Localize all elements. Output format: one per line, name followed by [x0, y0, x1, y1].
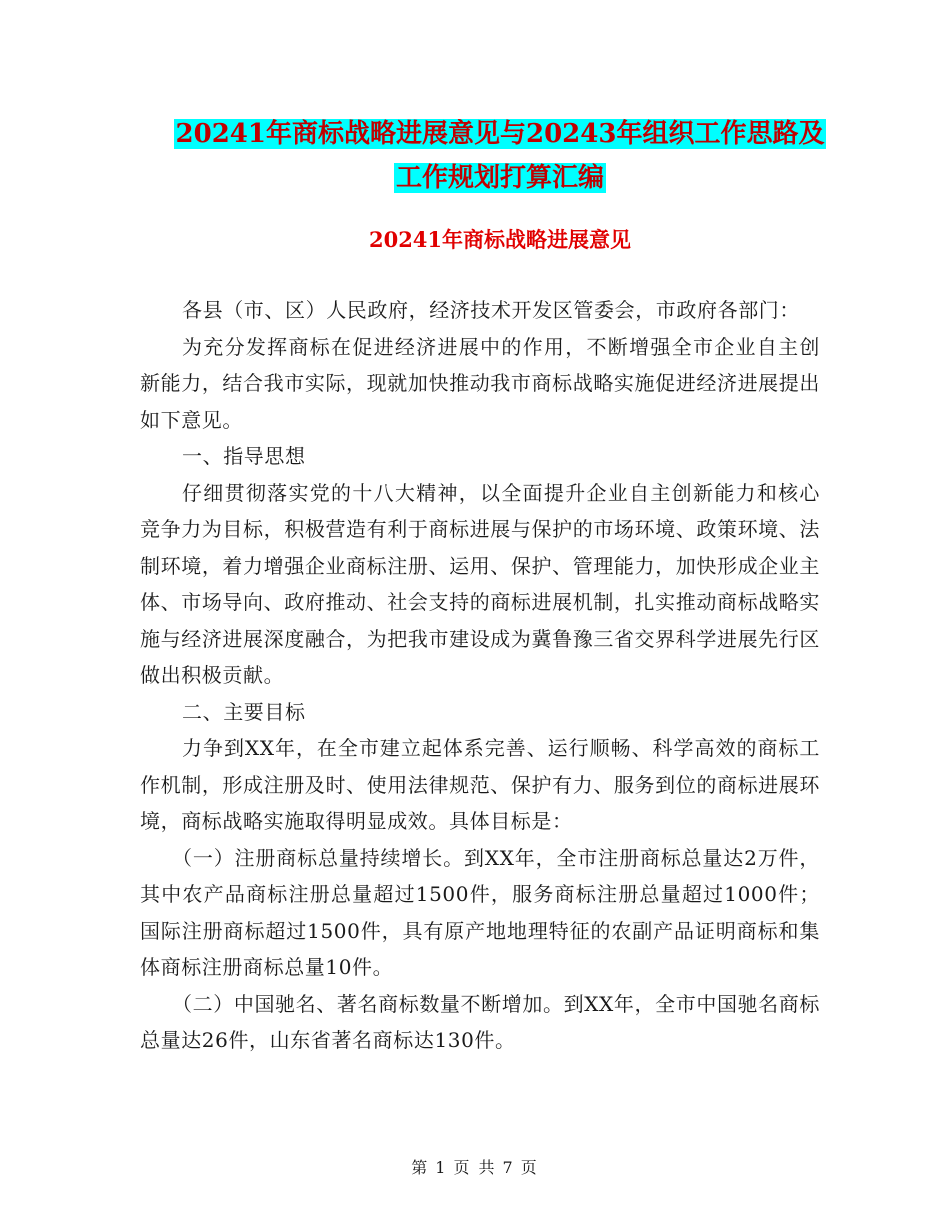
paragraph-intro: 为充分发挥商标在促进经济进展中的作用，不断增强全市企业自主创新能力，结合我市实际，现就加快推动我市商标战略实施促进经济进展提出如下意见。 [140, 334, 820, 432]
document-body [140, 292, 820, 1059]
heading-guiding-ideology: 一、指导思想 [182, 444, 306, 468]
page-footer [0, 1155, 950, 1178]
footer-prefix: 第 [411, 1158, 430, 1177]
section-title: 20241年商标战略进展意见 [368, 227, 632, 252]
footer-suffix: 页 [520, 1158, 539, 1177]
paragraph-goal-2: （二）中国驰名、著名商标数量不断增加。到XX年，全市中国驰名商标总量达26件，山东省著名商标达130件。 [140, 991, 820, 1052]
footer-middle: 页 共 [453, 1158, 497, 1177]
paragraph-guiding-ideology: 仔细贯彻落实党的十八大精神，以全面提升企业自主创新能力和核心竞争力为目标，积极营造有利于商标进展与保护的市场环境、政策环境、法制环境，着力增强企业商标注册、运用、保护、管理能力，加快形成企业主体、市场导向、政府推动、社会支持的商标进展机制，扎实推动商标战略实施与经济进展深度融合，为把我市建设成为冀鲁豫三省交界科学进展先行区做出积极贡献。 [140, 480, 820, 687]
paragraph-salutation: 各县（市、区）人民政府，经济技术开发区管委会，市政府各部门： [182, 298, 800, 322]
title-line-1: 20241年商标战略进展意见与20243年组织工作思路及 [175, 119, 825, 149]
paragraph-main-goals: 力争到XX年，在全市建立起体系完善、运行顺畅、科学高效的商标工作机制，形成注册及时、使用法律规范、保护有力、服务到位的商标进展环境，商标战略实施取得明显成效。具体目标是： [140, 736, 820, 833]
title-line-2: 工作规划打算汇编 [395, 163, 604, 193]
heading-main-goals: 二、主要目标 [182, 699, 306, 724]
footer-page-current: 1 [435, 1158, 448, 1177]
document-title [140, 112, 860, 200]
footer-page-total: 7 [502, 1158, 515, 1177]
paragraph-goal-1: （一）注册商标总量持续增长。到XX年，全市注册商标总量达2万件，其中农产品商标注册总量超过1500件，服务商标注册总量超过1000件；国际注册商标超过1500件，具有原产地地理特征的农副产品证明商标和集体商标注册商标总量10件。 [140, 845, 820, 979]
